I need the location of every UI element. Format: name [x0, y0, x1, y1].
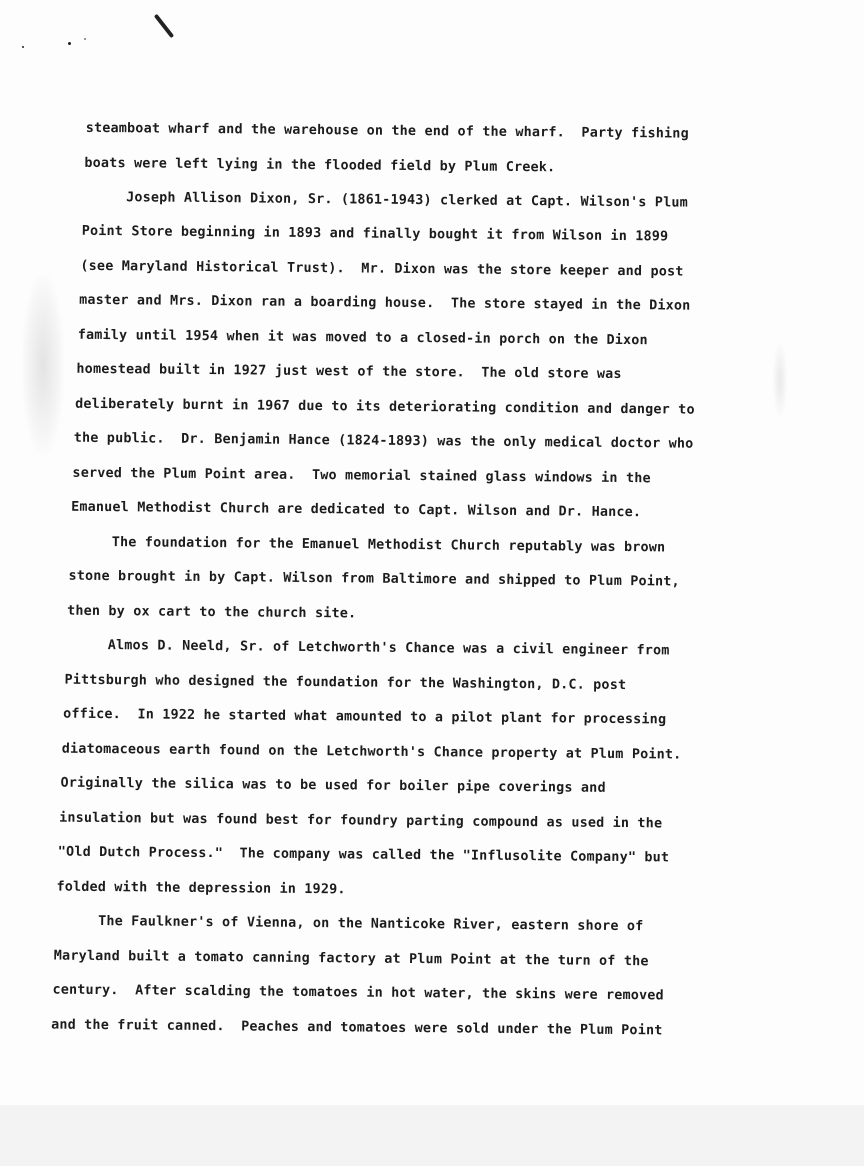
text-line: then by ox cart to the church site.: [67, 603, 357, 622]
text-line: boats were left lying in the flooded field by Plum Creek.: [84, 155, 556, 176]
paragraph-first-line: The Faulkner's of Vienna, on the Nanticoke River, eastern shore of: [98, 913, 644, 935]
text-line: steamboat wharf and the warehouse on the end of the wharf. Party fishing: [85, 120, 689, 142]
text-line: deliberately burnt in 1967 due to its deteriorating condition and danger to: [75, 396, 695, 418]
text-line: Maryland built a tomato canning factory at Plum Point at the turn of the: [53, 948, 649, 970]
text-line: century. After scalding the tomatoes in hot water, the skins were removed: [52, 982, 664, 1004]
text-line: the public. Dr. Benjamin Hance (1824-1893) was the only medical doctor who: [73, 430, 694, 452]
text-line: folded with the depression in 1929.: [56, 879, 346, 898]
text-line: diatomaceous earth found on the Letchworth's Chance property at Plum Point.: [61, 741, 682, 763]
paragraph-first-line: The foundation for the Emanuel Methodist Church reputably was brown: [111, 535, 666, 556]
text-line: Originally the silica was to be used for boiler pipe coverings and: [60, 775, 606, 796]
paragraph-first-line: Joseph Allison Dixon, Sr. (1861-1943) clerked at Capt. Wilson's Plum: [126, 190, 688, 211]
text-line: "Old Dutch Process." The company was called the "Influsolite Company" but: [57, 844, 670, 866]
text-line: served the Plum Point area. Two memorial stained glass windows in the: [72, 465, 651, 487]
text-line: homestead built in 1927 just west of the store. The old store was: [76, 361, 622, 382]
text-line: family until 1954 when it was moved to a closed-in porch on the Dixon: [77, 327, 648, 349]
scan-bottom-edge: [0, 1105, 864, 1166]
text-line: Pittsburgh who designed the foundation for the Washington, D.C. post: [64, 672, 627, 694]
paragraph-first-line: Almos D. Neeld, Sr. of Letchworth's Chance was a civil engineer from: [107, 638, 670, 659]
text-line: stone brought in by Capt. Wilson from Baltimore and shipped to Plum Point,: [68, 568, 680, 590]
text-line: master and Mrs. Dixon ran a boarding house. The store stayed in the Dixon: [79, 292, 691, 314]
text-line: and the fruit canned. Peaches and tomatoes were sold under the Plum Point: [51, 1017, 663, 1039]
text-line: Point Store beginning in 1893 and finally bought it from Wilson in 1899: [81, 223, 669, 245]
text-line: (see Maryland Historical Trust). Mr. Dixon was the store keeper and post: [80, 258, 684, 280]
text-line: insulation but was found best for foundry parting compound as used in the: [59, 810, 663, 832]
text-line: office. In 1922 he started what amounted to a pilot plant for processing: [63, 706, 667, 728]
text-line: Emanuel Methodist Church are dedicated to Capt. Wilson and Dr. Hance.: [71, 499, 642, 521]
